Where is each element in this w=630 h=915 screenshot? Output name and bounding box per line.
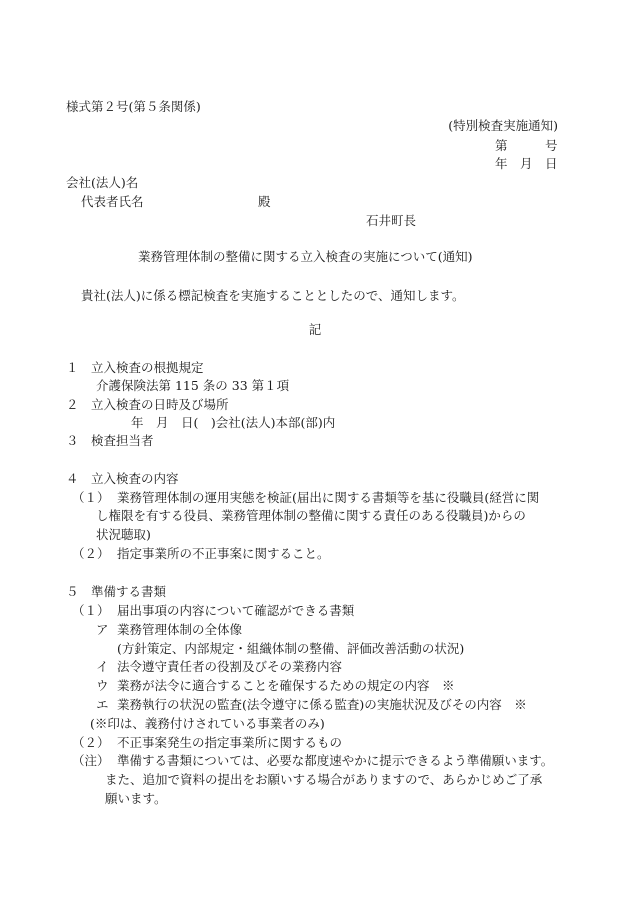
section-5-mark-note: (※印は、義務付けされている事業者のみ) <box>90 716 325 731</box>
form-number: 様式第２号(第５条関係) <box>66 99 201 114</box>
section-5-i-kana: イ <box>96 659 109 674</box>
section-5-u-text: 業務が法令に適合することを確保するための規定の内容 ※ <box>117 678 455 693</box>
section-5-i-text: 法令遵守責任者の役割及びその業務内容 <box>117 659 343 674</box>
addressee-company: 会社(法人)名 <box>66 175 139 190</box>
section-5-e-text: 業務執行の状況の監査(法令遵守に係る監査)の実施状況及びその内容 ※ <box>117 697 527 712</box>
section-4-item-2-text: 指定事業所の不正事案に関すること。 <box>117 546 330 561</box>
section-1-heading: １ 立入検査の根拠規定 <box>66 360 204 375</box>
section-5-heading: ５ 準備する書類 <box>66 584 167 599</box>
addressee-representative: 代表者氏名 <box>81 194 144 209</box>
section-4-item-1-line-3: 状況聴取) <box>96 527 151 542</box>
sender-mayor: 石井町長 <box>366 213 417 228</box>
section-5-note-line-2: また、追加で資料の提出をお願いする場合がありますので、あらかじめご了承 <box>105 772 543 787</box>
section-4-item-2-number: （２） <box>72 546 110 561</box>
section-1-text: 介護保険法第 115 条の 33 第１項 <box>96 378 290 393</box>
document-title: 業務管理体制の整備に関する立入検査の実施について(通知) <box>138 249 473 264</box>
section-5-a-sub: (方針策定、内部規定・組織体制の整備、評価改善活動の状況) <box>117 641 465 656</box>
intro-text: 貴社(法人)に係る標記検査を実施することとしたので、通知します。 <box>81 288 465 303</box>
section-4-item-1-line-1: 業務管理体制の運用実態を検証(届出に関する書類等を基に役職員(経営に関 <box>117 490 540 505</box>
addressee-honorific: 殿 <box>258 194 271 209</box>
section-5-a-text: 業務管理体制の全体像 <box>117 622 243 637</box>
section-4-item-1-line-2: し権限を有する役員、業務管理体制の整備に関する責任のある役職員)からの <box>96 508 526 523</box>
section-4-item-1-number: （１） <box>72 490 110 505</box>
section-5-a-kana: ア <box>96 622 109 637</box>
section-5-note-line-3: 願います。 <box>105 791 167 806</box>
section-2-heading: ２ 立入検査の日時及び場所 <box>66 397 229 412</box>
section-2-text: 年 月 日( )会社(法人)本部(部)内 <box>131 415 336 430</box>
section-5-e-kana: エ <box>96 697 109 712</box>
section-3-heading: ３ 検査担当者 <box>66 433 154 448</box>
document-number: 第 号 <box>495 138 558 153</box>
section-5-u-kana: ウ <box>96 678 109 693</box>
notice-type: (特別検査実施通知) <box>448 118 558 133</box>
section-5-item-1-text: 届出事項の内容について確認ができる書類 <box>117 603 355 618</box>
ki-marker: 記 <box>308 322 322 337</box>
document-date: 年 月 日 <box>495 156 558 171</box>
section-5-item-2-number: （２） <box>72 735 110 750</box>
section-5-note-label: （注） <box>72 753 110 768</box>
section-5-item-2-text: 不正事案発生の指定事業所に関するもの <box>117 735 343 750</box>
section-5-note-line-1: 準備する書類については、必要な都度速やかに提示できるよう準備願います。 <box>117 753 554 768</box>
section-5-item-1-number: （１） <box>72 603 110 618</box>
section-4-heading: ４ 立入検査の内容 <box>66 471 179 486</box>
